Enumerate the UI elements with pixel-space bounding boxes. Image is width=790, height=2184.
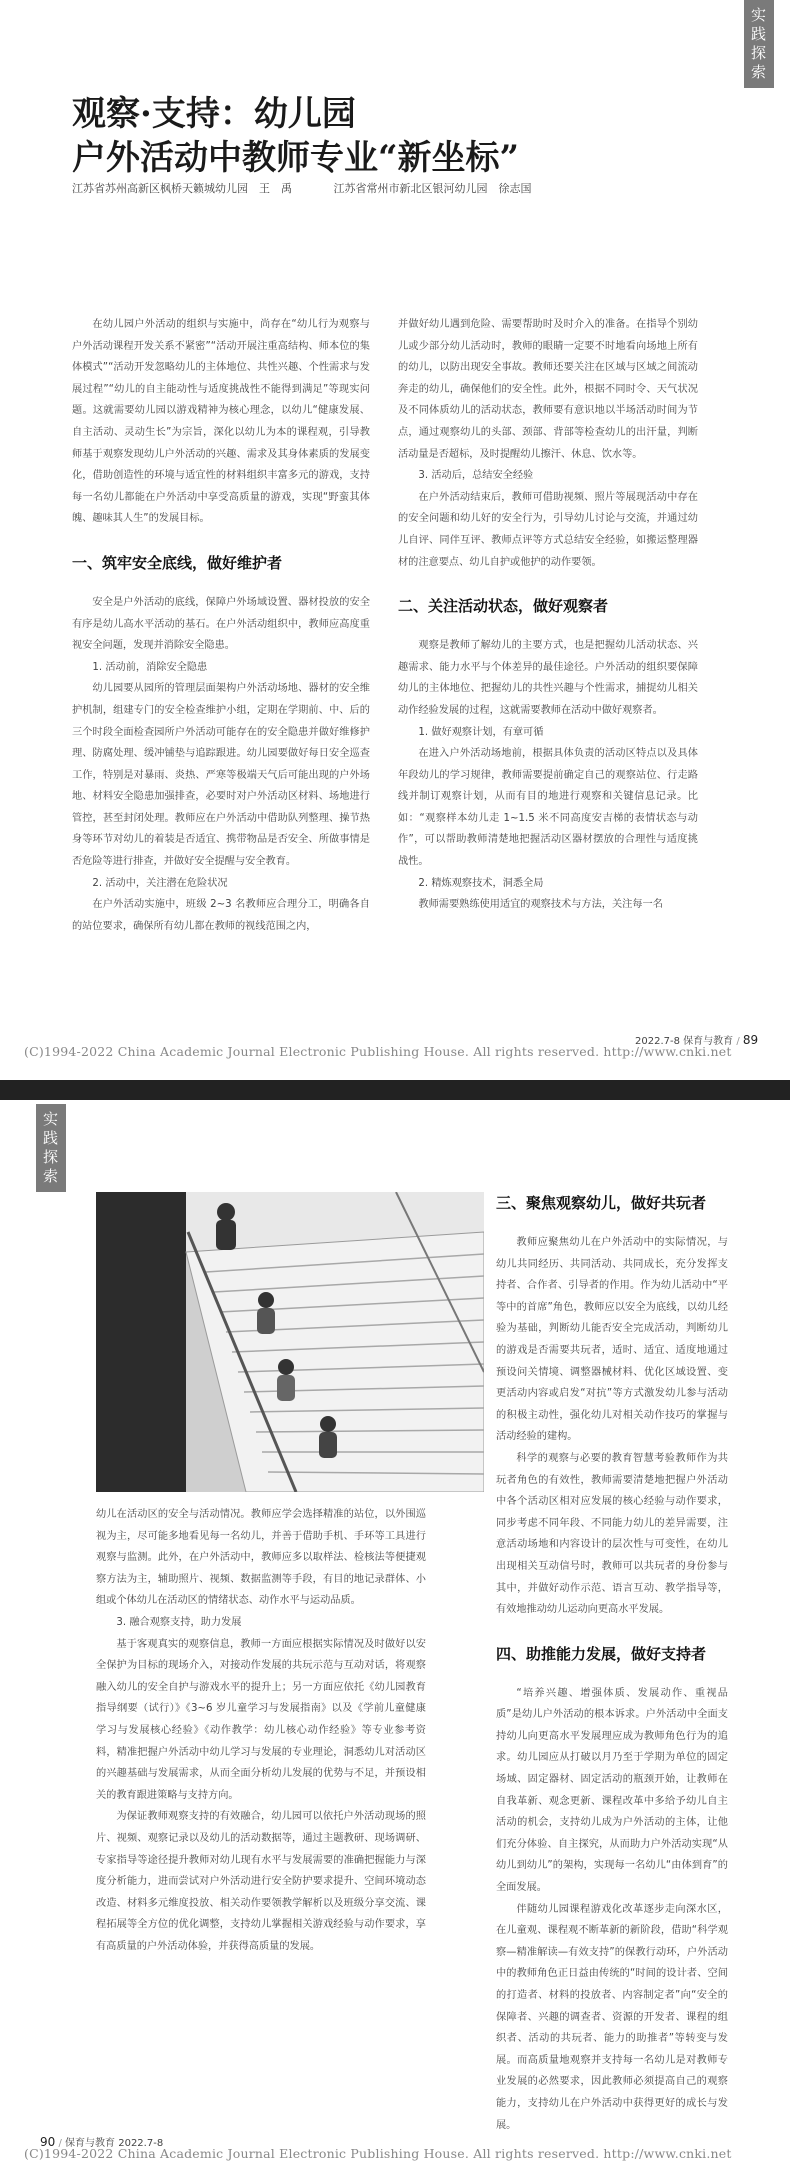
left-column-2: [96, 1504, 426, 1957]
paragraph: 教师需要熟练使用适宜的观察技术与方法，关注每一名: [418, 899, 663, 911]
section-heading: 四、助推能力发展，做好支持者: [496, 1644, 707, 1663]
section-tag: 实践探索: [744, 0, 774, 88]
paragraph: 教师应聚焦幼儿在户外活动中的实际情况，与幼儿共同经历、共同活动、共同成长，充分发挥支持者、合作者、引导者的作用。作为幼儿活动中“平等中的首席”角色，教师应以安全为底线，以幼儿经验为基础，判断幼儿能否安全完成活动，判断幼儿的游戏是否需要共玩者，适时、适宜、适度地通过预设问关情境、调整器械材料、优化区域设置、变更活动内容或启发“对抗”等方式激发幼儿参与活动的积极主动性，强化幼儿对相关动作技巧的掌握与活动经验的建构。: [496, 1237, 728, 1443]
folio-date: 2022.7-8: [635, 1036, 680, 1047]
journal-name: 保育与教育: [683, 1036, 734, 1047]
article-title: [72, 92, 519, 180]
paragraph: 在进入户外活动场地前，根据具体负责的活动区特点以及具体年段幼儿的学习规律，教师需要提前确定自己的观察站位、行走路线并制订观察计划，从而有目的地进行观察和关键信息记录。比如：“观察样本幼儿走 1~1.5 米不同高度安吉梯的表情状态与动作”，可以帮助教师清楚地把握活动区器材摆放的合理性与适度挑战性。: [398, 748, 698, 868]
right-column-2: [496, 1192, 728, 2136]
paragraph: 1. 做好观察计划，有章可循: [418, 726, 544, 738]
page-divider: [0, 1080, 790, 1100]
page-number-2: 90: [40, 2135, 56, 2149]
paragraph: 在幼儿园户外活动的组织与实施中，尚存在“幼儿行为观察与户外活动课程开发关系不紧密”“活动开展注重高结构、师本位的集体模式”“活动开发忽略幼儿的主体地位、共性兴趣、个性需求与发展过程”“幼儿的自主能动性与适度挑战性不能得到满足”等现实问题。这就需要幼儿园以游戏精神为核心理念，以幼儿“健康发展、自主活动、灵动生长”为宗旨，深化以幼儿为本的课程观，引导教师基于观察发现幼儿户外活动的兴趣、需求及其身体素质的发展变化，借助创造性的环境与适宜性的材料组织丰富多元的游戏，支持每一名幼儿都能在户外活动中享受高质量的游戏，实现“野蛮其体魄、趣味其人生”的发展目标。: [72, 319, 370, 525]
paragraph: 为保证教师观察支持的有效融合，幼儿园可以依托户外活动现场的照片、视频、观察记录以及幼儿的活动数据等，通过主题教研、现场调研、专家指导等途径提升教师对幼儿现有水平与发展需要的准确把握能力与深度分析能力，进而尝试对户外活动进行安全防护要求提升、空间环境动态改造、材料多元维度投放、相关动作要领教学解析以及班级分享交流、课程拓展等全方位的优化调整，支持幼儿掌握相关游戏经验与动作要求，享有高质量的户外活动体验，并获得高质量的发展。: [96, 1811, 426, 1952]
paragraph: 并做好幼儿遇到危险、需要帮助时及时介入的准备。在指导个别幼儿或少部分幼儿活动时，教师的眼睛一定要不时地看向场地上所有的幼儿，以防出现安全事故。教师还要关注在区域与区域之间流动奔走的幼儿，确保他们的安全性。此外，根据不同时令、天气状况及不同体质幼儿的活动状态，教师要有意识地以半场活动时间为节点，通过观察幼儿的头部、颈部、背部等检查幼儿的出汗量，判断活动量是否超标，及时提醒幼儿擦汗、休息、饮水等。: [398, 319, 698, 460]
paragraph: 科学的观察与必要的教育智慧考验教师作为共玩者角色的有效性，教师需要清楚地把握户外活动中各个活动区相对应发展的核心经验与动作要求，同步考虑不同年段、不同能力幼儿的差异需要，注意活动场地和内容设计的层次性与可变性，在幼儿出现相关互动信号时，教师可以共玩者的身份参与其中，并做好动作示范、语言互动、教学指导等，有效地推动幼儿运动向更高水平发展。: [496, 1452, 728, 1616]
page-number: 89: [742, 1033, 759, 1047]
copyright-notice: (C)1994-2022 China Academic Journal Electronic Publishing House. All rights reserved. http://www.cnki.net: [24, 1044, 732, 1059]
right-column: [398, 314, 698, 916]
paragraph: 观察是教师了解幼儿的主要方式，也是把握幼儿活动状态、兴趣需求、能力水平与个体差异的最佳途径。户外活动的组织要保障幼儿的主体地位、把握幼儿的共性兴趣与个性需求，捕捉幼儿相关动作经验发展的过程，这就需要教师在活动中做好观察者。: [398, 640, 698, 716]
section-tag-2: 实践探索: [36, 1104, 66, 1192]
folio-date-2: 2022.7-8: [118, 2138, 164, 2149]
paragraph: 基于客观真实的观察信息，教师一方面应根据实际情况及时做好以安全保护为目标的现场介入，对接动作发展的共玩示范与互动对话，将观察融入幼儿的安全自护与游戏水平的提升上；另一方面应依托《幼儿园教育指导纲要（试行）》《3~6 岁儿童学习与发展指南》以及《学前儿童健康学习与发展核心经验》《动作教学：幼儿核心动作经验》等专业参考资料，精准把握户外活动中幼儿学习与发展的专业理论，洞悉幼儿对活动区的兴趣基础与发展需求，从而全面分析幼儿发展的优势与不足，并预设相关的教育跟进策略与支持方向。: [96, 1638, 426, 1801]
section-heading: 三、聚焦观察幼儿，做好共玩者: [496, 1194, 707, 1212]
left-column: [72, 314, 370, 937]
page-footer-2: 90 / 保育与教育 2022.7-8: [40, 2135, 164, 2149]
section-heading: 二、关注活动状态，做好观察者: [398, 597, 609, 616]
paragraph: 在户外活动实施中，班级 2~3 名教师应合理分工，明确各自的站位要求，确保所有幼儿都在教师的视线范围之内，: [72, 899, 370, 932]
page-footer: 2022.7-8 保育与教育 / 89: [635, 1033, 759, 1047]
paragraph: 在户外活动结束后，教师可借助视频、照片等展现活动中存在的安全问题和幼儿好的安全行为，引导幼儿讨论与交流，并通过幼儿自评、同伴互评、教师点评等方式总结安全经验，如搬运整理器材的注意要点、幼儿自护或他护的动作要领。: [398, 491, 698, 568]
authors: [72, 180, 570, 196]
paragraph: 幼儿在活动区的安全与活动情况。教师应学会选择精准的站位，以外围巡视为主，尽可能多地看见每一名幼儿，并善于借助手机、手环等工具进行观察与监测。此外，在户外活动中，教师应多以取样法、检核法等便捷观察方法为主，辅助照片、视频、数据监测等手段，有目的地记录群体、小组或个体幼儿在活动区的情绪状态、动作水平与运动品质。: [96, 1509, 426, 1607]
paragraph: 幼儿园要从园所的管理层面架构户外活动场地、器材的安全维护机制，组建专门的安全检查维护小组，定期在学期前、中、后的三个时段全面检查园所户外活动可能存在的安全隐患并做好维修护理、防腐处理、缓冲铺垫与追踪跟进。幼儿园要做好每日安全巡查工作，特别是对暴雨、炎热、严寒等极端天气后可能出现的户外场地、材料安全隐患加强排查，必要时对户外活动区材料、场地进行管控，甚至封闭处理。教师应在户外活动中借助队列整理、操节热身等环节对幼儿的着装是否适宜、携带物品是否安全、所做事情是否危险等进行排查，并做好安全提醒与安全教育。: [72, 683, 370, 868]
paragraph: 1. 活动前，消除安全隐患: [92, 661, 208, 673]
paragraph: 3. 活动后，总结安全经验: [418, 470, 534, 482]
author-2: 江苏省常州市新北区银河幼儿园 徐志国: [333, 182, 532, 195]
paragraph: “培养兴趣、增强体质、发展动作、重视品质”是幼儿户外活动的根本诉求。户外活动中全面支持幼儿向更高水平发展理应成为教师角色行为的追求。幼儿园应从打破以月乃至于学期为单位的固定场域、固定器材、固定活动的瓶颈开始，让教师在自我革新、观念更新、课程改革中多给予幼儿自主活动的机会，支持幼儿成为户外活动的主体，让他们充分体验、自主探究，从而助力户外活动实现“从幼儿到幼儿”的架构，实现每一名幼儿“由体到育”的全面发展。: [496, 1687, 728, 1894]
copyright-notice-2: (C)1994-2022 China Academic Journal Electronic Publishing House. All rights reserved. http://www.cnki.net: [24, 2146, 732, 2161]
title-line-2: 户外活动中教师专业“新坐标”: [72, 138, 520, 178]
paragraph: 2. 精炼观察技术，洞悉全局: [418, 877, 544, 889]
paragraph: 伴随幼儿园课程游戏化改革逐步走向深水区，在儿童观、课程观不断革新的新阶段，借助“科学观察—精准解读—有效支持”的保教行动环，户外活动中的教师角色正日益由传统的“时间的设计者、空间的打造者、材料的投放者、内容制定者”向“安全的保障者、兴趣的调查者、资源的开发者、课程的组织者、活动的共玩者、能力的助推者”等转变与发展。而高质量地观察并支持每一名幼儿是对教师专业发展的必然要求，因此教师必须提高自己的观察能力，支持幼儿在户外活动中获得更好的成长与发展。: [496, 1903, 728, 2131]
page-89: [0, 0, 790, 1080]
photo-illustration: [96, 1192, 484, 1492]
paragraph: 3. 融合观察支持，助力发展: [116, 1616, 242, 1628]
paragraph: 安全是户外活动的底线，保障户外场域设置、器材投放的安全有序是幼儿高水平活动的基石。在户外活动组织中，教师应高度重视安全问题，发现并消除安全隐患。: [72, 596, 370, 652]
staircase-photo: [96, 1192, 484, 1492]
journal-name-2: 保育与教育: [65, 2138, 116, 2149]
author-1: 江苏省苏州高新区枫桥天籁城幼儿园 王 禹: [72, 182, 292, 195]
page-90: [0, 1100, 790, 2184]
paragraph: 2. 活动中，关注潜在危险状况: [92, 877, 228, 889]
section-heading: 一、筑牢安全底线，做好维护者: [72, 553, 283, 572]
title-line-1: 观察·支持：幼儿园: [72, 94, 356, 134]
